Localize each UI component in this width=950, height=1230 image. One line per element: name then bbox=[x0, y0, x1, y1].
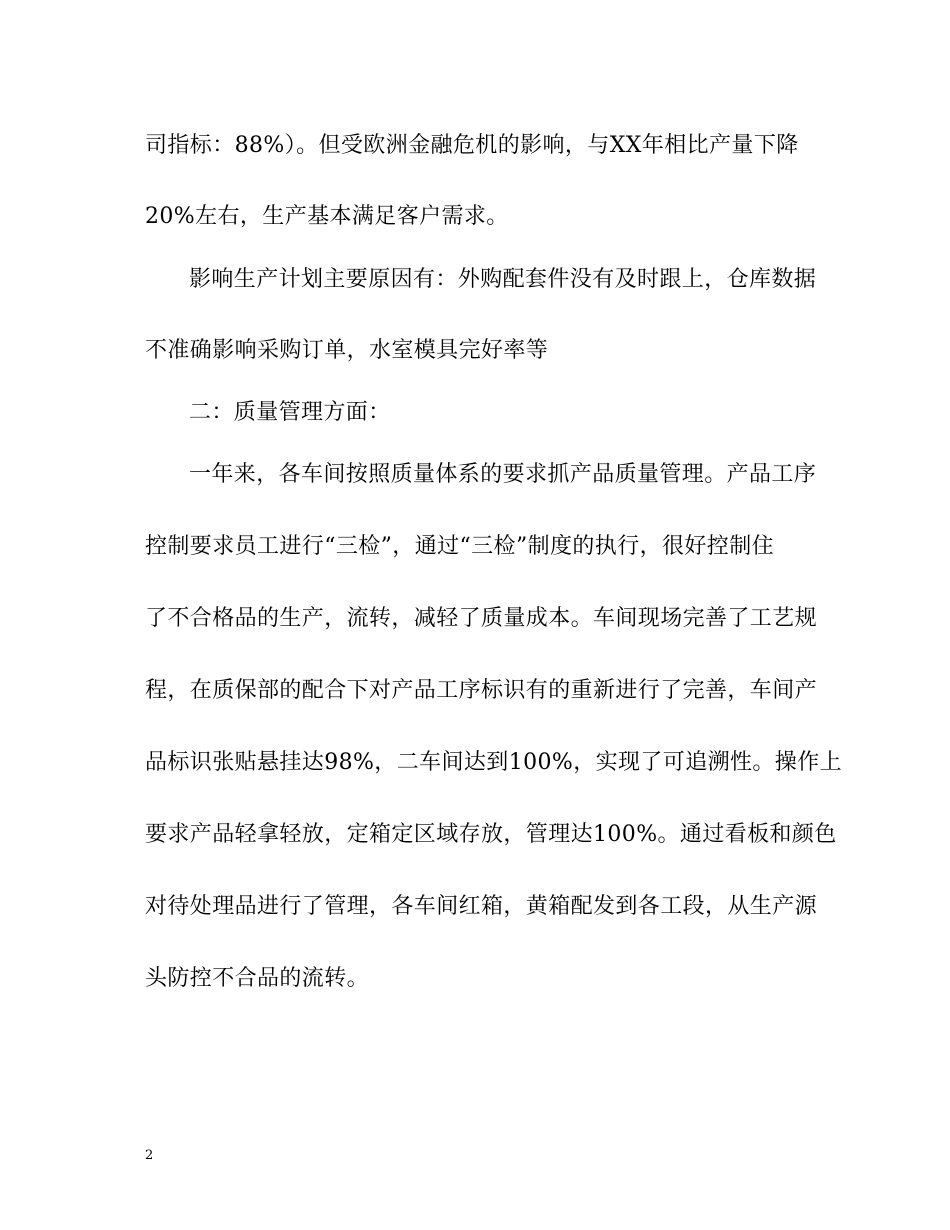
text-line: 司指标：88%）。但受欧洲金融危机的影响，与XX年相比产量下降 bbox=[145, 133, 799, 158]
text-line: 不准确影响采购订单，水室模具完好率等 bbox=[145, 338, 549, 363]
text-line: 要求产品轻拿轻放，定箱定区域存放，管理达100%。通过看板和颜色 bbox=[145, 822, 837, 847]
paragraph-first-line: 影响生产计划主要原因有：外购配套件没有及时跟上，仓库数据 bbox=[189, 267, 817, 292]
section-heading: 二：质量管理方面： bbox=[189, 400, 391, 425]
paragraph-first-line: 一年来，各车间按照质量体系的要求抓产品质量管理。产品工序 bbox=[189, 462, 817, 487]
text-line: 控制要求员工进行“三检”，通过“三检”制度的执行，很好控制住 bbox=[145, 534, 774, 559]
text-line: 程，在质保部的配合下对产品工序标识有的重新进行了完善，车间产 bbox=[145, 678, 818, 703]
page-number: 2 bbox=[145, 1148, 154, 1163]
text-line: 了不合格品的生产，流转，减轻了质量成本。车间现场完善了工艺规 bbox=[145, 606, 818, 631]
text-line: 头防控不合品的流转。 bbox=[145, 966, 370, 991]
text-line: 品标识张贴悬挂达98%，二车间达到100%，实现了可追溯性。操作上 bbox=[145, 750, 842, 775]
text-line: 20%左右，生产基本满足客户需求。 bbox=[145, 204, 509, 229]
text-line: 对待处理品进行了管理，各车间红箱，黄箱配发到各工段，从生产源 bbox=[145, 894, 818, 919]
